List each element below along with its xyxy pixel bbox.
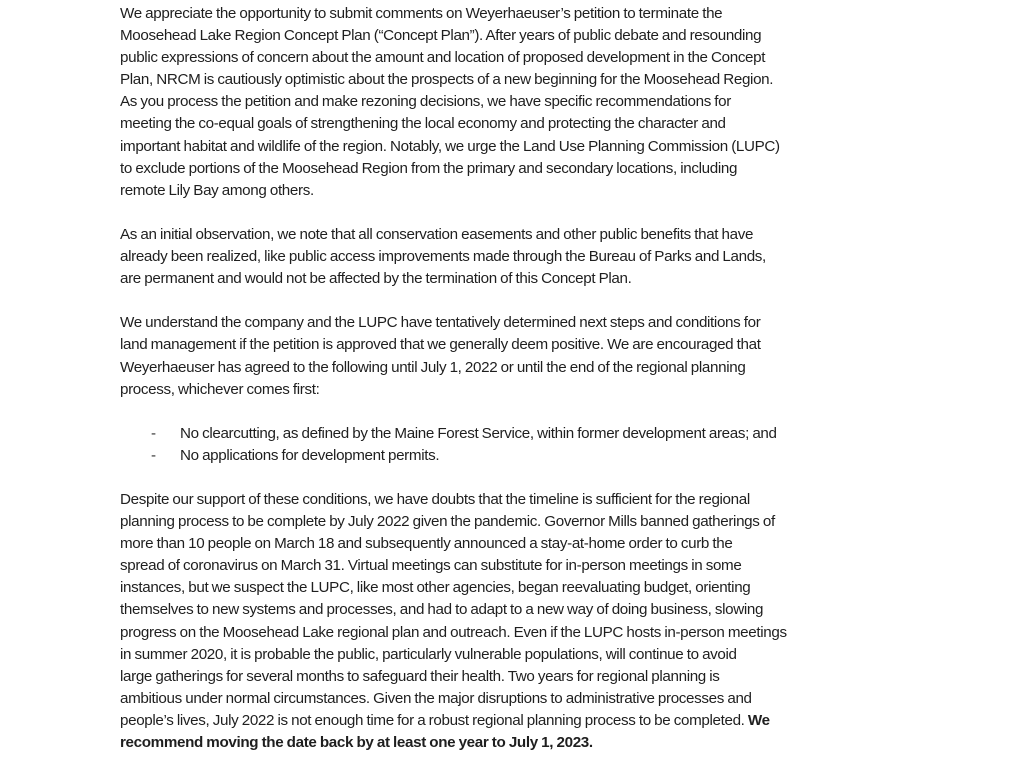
text-line: in summer 2020, it is probable the public, particularly vulnerable populations, will continue to avoid (120, 645, 737, 663)
text-line: important habitat and wildlife of the region. Notably, we urge the Land Use Planning Commission (LUPC) (120, 137, 780, 155)
paragraph-initial-observation (120, 224, 910, 290)
text-line: land management if the petition is approved that we generally deem positive. We are encouraged that (120, 336, 761, 354)
text-line: Despite our support of these conditions, we have doubts that the timeline is sufficient for the regional (120, 490, 750, 508)
list-item (120, 445, 910, 467)
text-line: planning process to be complete by July 2022 given the pandemic. Governor Mills banned gatherings of (120, 513, 775, 531)
paragraph-conditions (120, 312, 910, 400)
text-line: ambitious under normal circumstances. Given the major disruptions to administrative processes and (120, 689, 752, 707)
text-line: public expressions of concern about the amount and location of proposed development in the Concept (120, 49, 766, 67)
dash-bullet-icon: - (151, 446, 156, 464)
recommendation-bold-text: We (744, 711, 770, 729)
text-line: meeting the co-equal goals of strengthening the local economy and protecting the character and (120, 115, 726, 133)
text-line: themselves to new systems and processes, and had to adapt to a new way of doing business, slowing (120, 601, 764, 619)
text-line: already been realized, like public access improvements made through the Bureau of Parks and Lands, (120, 248, 766, 266)
text-line: remote Lily Bay among others. (120, 181, 314, 199)
text-line: large gatherings for several months to safeguard their health. Two years for regional planning is (120, 667, 720, 685)
list-item (120, 423, 910, 445)
text-line (120, 710, 910, 732)
document-page (120, 3, 910, 776)
text-line: We understand the company and the LUPC have tentatively determined next steps and conditions for (120, 314, 761, 332)
text-line: to exclude portions of the Moosehead Region from the primary and secondary locations, including (120, 159, 738, 177)
text-line: Weyerhaeuser has agreed to the following until July 1, 2022 or until the end of the regional planning (120, 358, 746, 376)
list-item-text: No clearcutting, as defined by the Maine Forest Service, within former development areas; and (180, 424, 777, 442)
text-line: We appreciate the opportunity to submit comments on Weyerhaeuser’s petition to terminate the (120, 5, 723, 22)
text-line: As an initial observation, we note that all conservation easements and other public benefits that have (120, 225, 754, 243)
text-segment: people’s lives, July 2022 is not enough time for a robust regional planning process to be completed. (120, 711, 745, 729)
text-line: instances, but we suspect the LUPC, like most other agencies, began reevaluating budget, orienting (120, 579, 751, 597)
list-item-text: No applications for development permits. (180, 446, 440, 464)
conditions-list (120, 423, 910, 467)
text-line: spread of coronavirus on March 31. Virtual meetings can substitute for in-person meetings in some (120, 557, 742, 575)
paragraph-intro (120, 3, 910, 202)
text-line: progress on the Moosehead Lake regional plan and outreach. Even if the LUPC hosts in-person meetings (120, 623, 787, 641)
text-line: more than 10 people on March 18 and subsequently announced a stay-at-home order to curb the (120, 535, 733, 553)
text-line: process, whichever comes first: (120, 380, 320, 398)
text-line: Plan, NRCM is cautiously optimistic about the prospects of a new beginning for the Moosehead Region. (120, 71, 774, 89)
text-line: Moosehead Lake Region Concept Plan (“Concept Plan”). After years of public debate and resounding (120, 27, 762, 45)
list-spacer (120, 412, 910, 423)
dash-bullet-icon: - (151, 424, 156, 442)
text-line: are permanent and would not be affected by the termination of this Concept Plan. (120, 270, 632, 288)
recommendation-bold-text: recommend moving the date back by at least one year to July 1, 2023. (120, 734, 593, 751)
text-line: As you process the petition and make rezoning decisions, we have specific recommendations for (120, 93, 731, 111)
paragraph-timeline-concerns (120, 489, 910, 754)
